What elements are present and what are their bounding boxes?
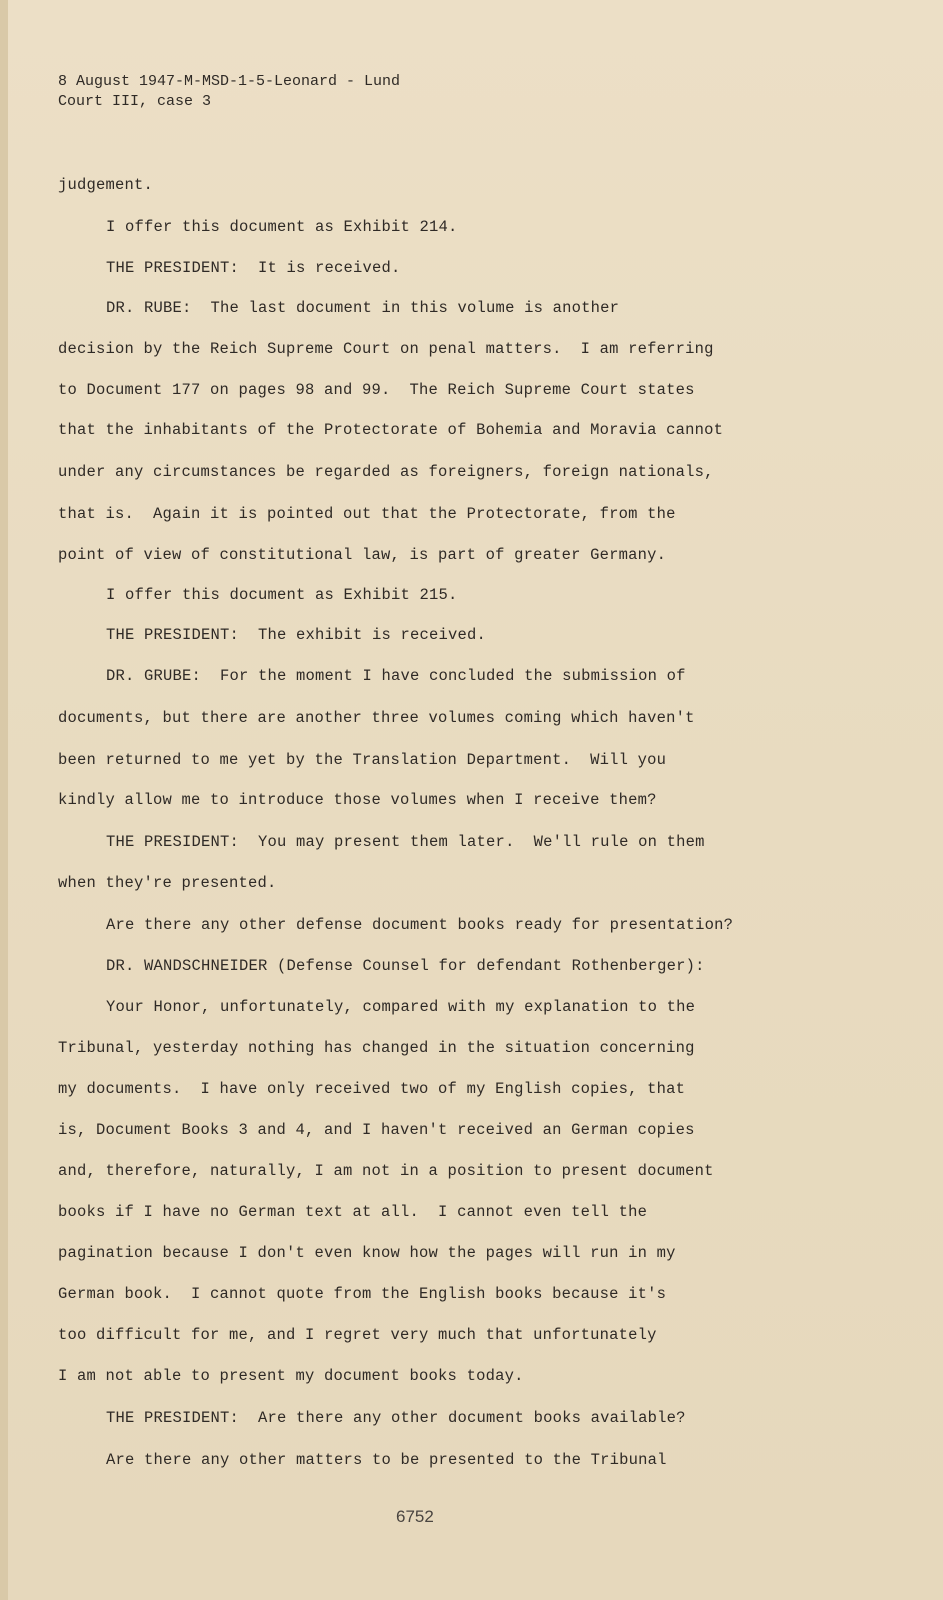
paper-edge: [0, 0, 8, 1600]
body-line: been returned to me yet by the Translation Department. Will you: [58, 751, 667, 769]
body-line: THE PRESIDENT: It is received.: [106, 259, 401, 277]
body-line: Are there any other defense document books ready for presentation?: [106, 916, 734, 934]
body-line: THE PRESIDENT: Are there any other document books available?: [106, 1409, 686, 1427]
body-line: my documents. I have only received two of my English copies, that: [58, 1080, 686, 1098]
body-line: that is. Again it is pointed out that the Protectorate, from the: [58, 505, 676, 523]
body-line: I offer this document as Exhibit 214.: [106, 218, 458, 236]
body-line: and, therefore, naturally, I am not in a position to present document: [58, 1162, 714, 1180]
body-line: books if I have no German text at all. I cannot even tell the: [58, 1203, 648, 1221]
body-line: too difficult for me, and I regret very much that unfortunately: [58, 1326, 657, 1344]
body-line: judgement.: [58, 176, 154, 194]
body-line: THE PRESIDENT: You may present them later. We'll rule on them: [106, 833, 705, 851]
body-line: THE PRESIDENT: The exhibit is received.: [106, 626, 487, 644]
body-line: decision by the Reich Supreme Court on penal matters. I am referring: [58, 340, 714, 358]
body-line: point of view of constitutional law, is part of greater Germany.: [58, 546, 667, 564]
body-line: when they're presented.: [58, 874, 277, 892]
body-line: that the inhabitants of the Protectorate of Bohemia and Moravia cannot: [58, 421, 724, 439]
body-line: pagination because I don't even know how the pages will run in my: [58, 1244, 676, 1262]
body-line: documents, but there are another three volumes coming which haven't: [58, 709, 695, 727]
body-line: Are there any other matters to be presented to the Tribunal: [106, 1451, 667, 1469]
body-line: DR. RUBE: The last document in this volume is another: [106, 299, 620, 317]
header-line-date: 8 August 1947-M-MSD-1-5-Leonard - Lund: [58, 73, 401, 90]
body-line: is, Document Books 3 and 4, and I haven't received an German copies: [58, 1121, 695, 1139]
body-line: Your Honor, unfortunately, compared with my explanation to the: [106, 998, 696, 1016]
body-line: under any circumstances be regarded as foreigners, foreign nationals,: [58, 463, 714, 481]
body-line: to Document 177 on pages 98 and 99. The Reich Supreme Court states: [58, 381, 695, 399]
body-line: I offer this document as Exhibit 215.: [106, 586, 458, 604]
body-line: Tribunal, yesterday nothing has changed in the situation concerning: [58, 1039, 695, 1057]
document-header: [58, 72, 400, 112]
body-line: German book. I cannot quote from the English books because it's: [58, 1285, 667, 1303]
body-line: DR. WANDSCHNEIDER (Defense Counsel for defendant Rothenberger):: [106, 957, 705, 975]
page-number: 6752: [396, 1507, 434, 1526]
body-line: kindly allow me to introduce those volumes when I receive them?: [58, 791, 657, 809]
header-line-court: Court III, case 3: [58, 93, 212, 110]
body-line: I am not able to present my document books today.: [58, 1367, 524, 1385]
body-line: DR. GRUBE: For the moment I have concluded the submission of: [106, 667, 686, 685]
